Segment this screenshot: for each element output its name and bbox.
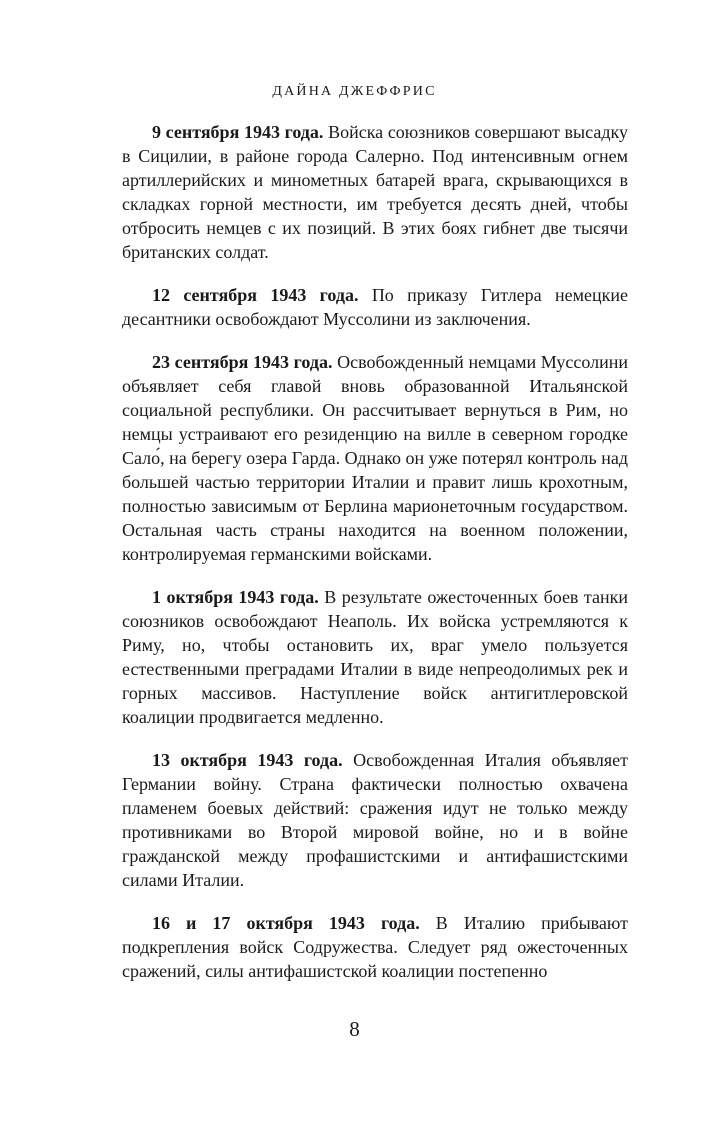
running-header: ДАЙНА ДЖЕФФРИС bbox=[272, 84, 437, 99]
entry-text: Освобожденная Италия объявляет Германии войну. Страна фактически полностью охвачена пламенем боевых действий: сражения идут не только между противниками во Второй мировой войне, но и в войне гражданской между профашистскими и антифашистскими силами Италии. bbox=[122, 750, 628, 890]
page-number: 8 bbox=[349, 1017, 360, 1041]
chronicle-entry bbox=[122, 283, 628, 331]
entry-date: 12 сентября 1943 года. bbox=[152, 285, 359, 305]
entry-date: 9 сентября 1943 года. bbox=[152, 122, 324, 142]
entry-date: 13 октября 1943 года. bbox=[152, 750, 343, 770]
entry-text: В Италию прибывают подкрепления войск Содружества. Следует ряд ожесточенных сражений, силы антифашистской коалиции постепенно bbox=[122, 913, 628, 981]
entry-date: 23 сентября 1943 года. bbox=[152, 352, 333, 372]
entry-date: 1 октября 1943 года. bbox=[152, 587, 319, 607]
entry-text: В результате ожесточенных боев танки союзников освобождают Неаполь. Их войска устремляются к Риму, но, чтобы остановить их, враг умело пользуется естественными преградами Италии в виде непреодолимых рек и горных массивов. Наступление войск антигитлеровской коалиции продвигается медленно. bbox=[122, 587, 629, 727]
chronicle-entry bbox=[122, 911, 628, 983]
page-body bbox=[122, 120, 628, 983]
chronicle-entry bbox=[122, 350, 628, 566]
chronicle-entry bbox=[122, 748, 628, 892]
chronicle-entry bbox=[122, 585, 628, 729]
entry-date: 16 и 17 октября 1943 года. bbox=[152, 913, 420, 933]
entry-text: Освобожденный немцами Муссолини объявляет себя главой вновь образованной Итальянской социальной республики. Он рассчитывает вернуться в Рим, но немцы устраивают его резиденцию на вилле в северном городке Сало́, на берегу озера Гарда. Однако он уже потерял контроль над большей частью территории Италии и правит лишь крохотным, полностью зависимым от Берлина марионеточным государством. Остальная часть страны находится на военном положении, контролируемая германскими войсками. bbox=[122, 352, 628, 564]
chronicle-entry bbox=[122, 120, 628, 264]
entry-text: По приказу Гитлера немецкие десантники освобождают Муссолини из заключения. bbox=[122, 285, 628, 329]
entry-text: Войска союзников совершают высадку в Сицилии, в районе города Салерно. Под интенсивным огнем артиллерийских и минометных батарей врага, скрывающихся в складках горной местности, им требуется десять дней, чтобы отбросить немцев с их позиций. В этих боях гибнет две тысячи британских солдат. bbox=[122, 122, 628, 262]
